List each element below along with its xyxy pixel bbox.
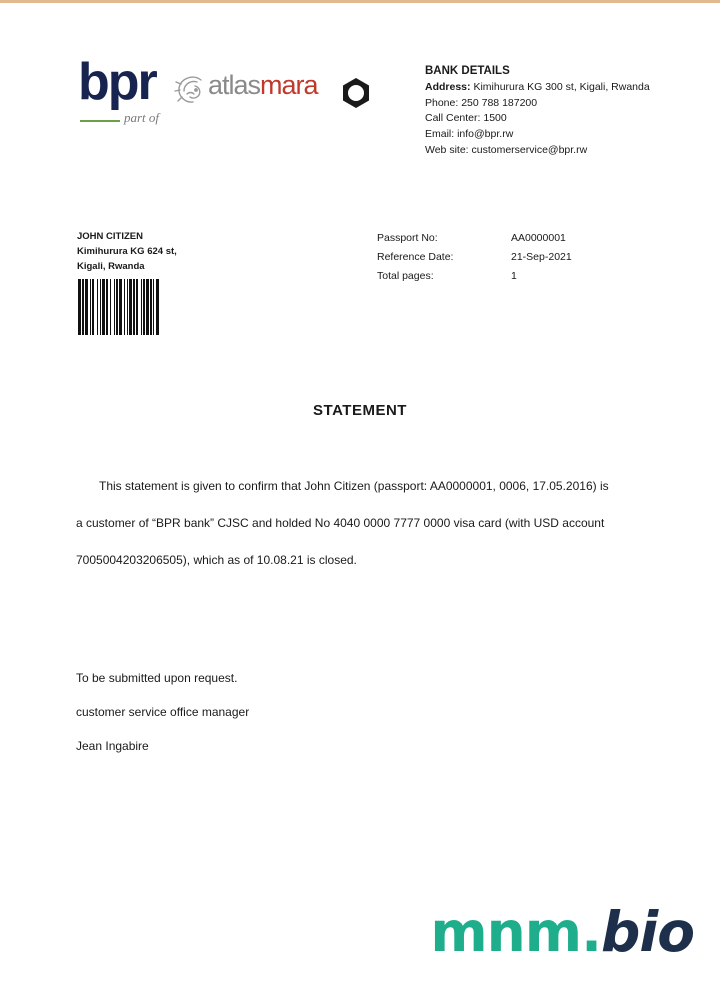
bank-call-center: Call Center: 1500 <box>425 112 507 125</box>
statement-line-3: 7005004203206505), which as of 10.08.21 is closed. <box>76 553 357 567</box>
recipient-street: Kimihurura KG 624 st, <box>77 246 177 257</box>
reference-label: Total pages: <box>377 270 434 282</box>
reference-row <box>377 248 572 267</box>
statement-line-2: a customer of “BPR bank” CJSC and holded No 4040 0000 7777 0000 visa card (with USD account <box>76 516 605 530</box>
barcode <box>78 279 241 335</box>
reference-label: Passport No: <box>377 232 438 244</box>
address-value: Kimihurura KG 300 st, Kigali, Rwanda <box>473 80 650 93</box>
bank-details <box>425 64 650 159</box>
closing-block <box>76 661 249 763</box>
bank-website: Web site: customerservice@bpr.rw <box>425 143 588 156</box>
bank-phone: Phone: 250 788 187200 <box>425 96 538 109</box>
reference-row <box>377 229 572 248</box>
lion-icon <box>173 72 209 108</box>
recipient-name: JOHN CITIZEN <box>77 231 143 242</box>
bpr-logo-text: bpr <box>78 53 156 111</box>
signatory-name: Jean Ingabire <box>76 739 149 753</box>
address-label: Address: <box>425 80 471 93</box>
closing-note: To be submitted upon request. <box>76 671 238 685</box>
bank-address <box>425 80 650 96</box>
reference-row <box>377 267 572 286</box>
top-border <box>0 0 720 3</box>
reference-label: Reference Date: <box>377 251 454 263</box>
statement-line-1: This statement is given to confirm that John Citizen (passport: AA0000001, 0006, 17.05.2016) is <box>99 479 609 493</box>
bank-logo <box>76 53 386 128</box>
watermark: mnm.bio <box>430 900 694 964</box>
atlasmara-logo-text: atlasmara <box>208 70 318 100</box>
part-of-divider <box>80 120 120 122</box>
reference-table <box>377 229 572 286</box>
reference-value: 1 <box>511 270 517 282</box>
recipient-address <box>77 229 177 274</box>
recipient-city: Kigali, Rwanda <box>77 261 145 272</box>
bank-email: Email: info@bpr.rw <box>425 128 514 141</box>
bank-details-title: BANK DETAILS <box>425 65 510 77</box>
part-of-text: part of <box>124 110 160 125</box>
reference-value: AA0000001 <box>511 232 566 244</box>
signatory-title: customer service office manager <box>76 705 250 719</box>
reference-value: 21-Sep-2021 <box>511 251 572 263</box>
document-title: STATEMENT <box>313 402 407 419</box>
atlasmara-ring-icon <box>339 76 373 110</box>
